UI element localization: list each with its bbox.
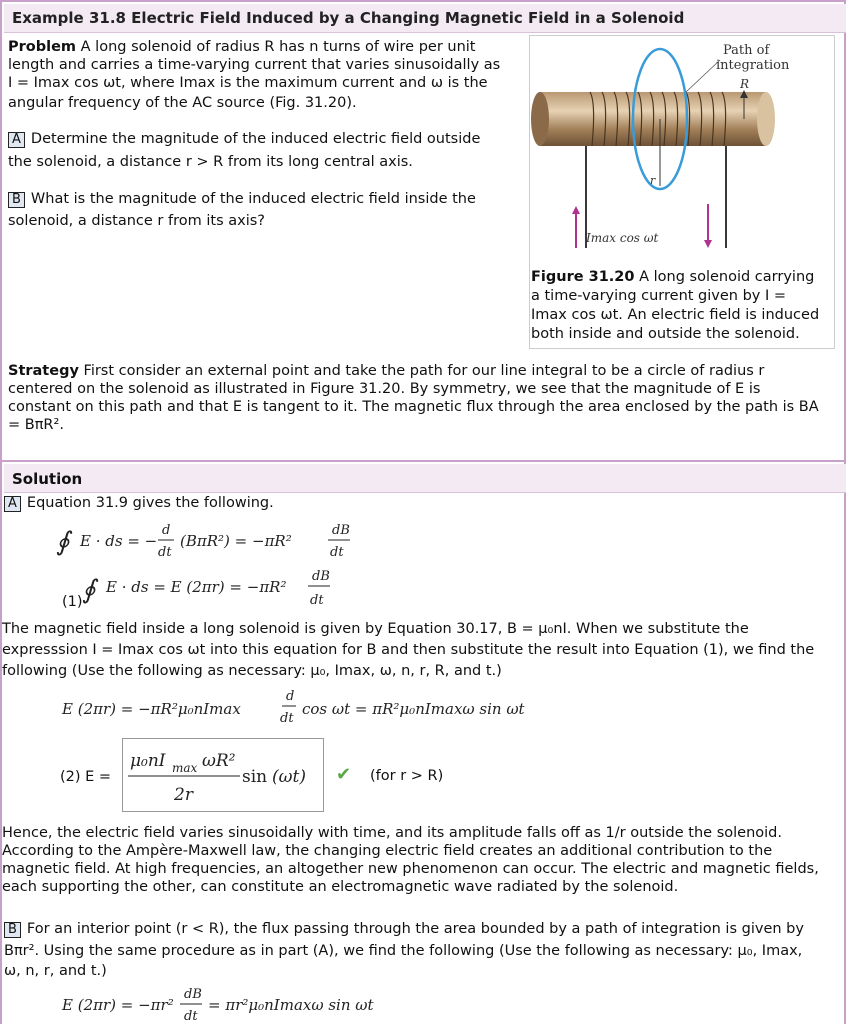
solution-a-tag: A: [4, 496, 21, 512]
svg-text:dt: dt: [158, 545, 172, 560]
r-label: r: [650, 174, 656, 187]
equation-2-prefix: (2) E =: [60, 769, 112, 785]
figure-caption-number: Figure 31.20: [531, 269, 635, 285]
equation-interior: [56, 984, 436, 1024]
solution-b-line-3: ω, n, r, and t.): [4, 963, 107, 979]
solution-para1-line-2: expresssion I = Imax cos ωt into this equation for B and then substitute the result into Equation (1), we find the: [2, 642, 815, 658]
svg-text:E · ds = E (2πr) = −πR²: E · ds = E (2πr) = −πR²: [106, 578, 287, 596]
svg-text:cos ωt = πR²μ₀nImaxω sin ωt: cos ωt = πR²μ₀nImaxω sin ωt: [302, 700, 525, 718]
part-a-tag: A: [8, 132, 25, 148]
current-label: Imax cos ωt: [586, 231, 659, 245]
svg-text:E · ds = −: E · ds = −: [80, 532, 158, 550]
example-title: Example 31.8 Electric Field Induced by a Changing Magnetic Field in a Solenoid: [12, 9, 685, 27]
svg-text:∮: ∮: [82, 575, 96, 605]
strategy-line-1: Strategy First consider an external point and take the path for our line integral to be a circle of radius r: [8, 363, 765, 379]
problem-label: Problem: [8, 39, 77, 55]
problem-line-2: length and carries a time-varying current that varies sinusoidally as: [8, 57, 501, 73]
solenoid-end-right: [757, 92, 775, 146]
part-a-question-2: the solenoid, a distance r > R from its long central axis.: [8, 154, 413, 170]
solution-para2-line-1: Hence, the electric field varies sinusoidally with time, and its amplitude falls off as 1/r outside the solenoid.: [2, 825, 782, 841]
svg-text:(ωt): (ωt): [272, 767, 306, 787]
svg-text:dt: dt: [330, 545, 344, 560]
example-header: [4, 4, 846, 33]
svg-text:ωR²: ωR²: [202, 751, 236, 771]
current-arrow-up-head: [572, 206, 580, 214]
equation-2-condition: (for r > R): [370, 768, 444, 784]
svg-text:2r: 2r: [174, 785, 193, 805]
problem-line-3: I = Imax cos ωt, where Imax is the maximum current and ω is the: [8, 75, 488, 91]
svg-text:μ₀nI: μ₀nI: [130, 751, 166, 771]
svg-text:E (2πr) = −πr²: E (2πr) = −πr²: [62, 996, 174, 1014]
figure-caption: Figure 31.20 A long solenoid carrying a time-varying current given by I = Imax cos ωt. An electric field is induced both inside and outside the solenoid.: [531, 269, 820, 342]
svg-text:= πr²μ₀nImaxω sin ωt: = πr²μ₀nImaxω sin ωt: [208, 996, 374, 1014]
svg-text:max: max: [172, 761, 198, 775]
correct-check-icon: ✔: [336, 764, 352, 785]
equation-substitution: [56, 686, 556, 726]
solution-para2-line-3: magnetic field. At high frequencies, an altogether new phenomenon can occur. The electric and magnetic fields,: [2, 861, 819, 877]
strategy-line-4: = BπR².: [8, 417, 64, 433]
solution-label: Solution: [12, 470, 83, 488]
svg-text:d: d: [286, 689, 295, 704]
solution-para2-line-2: According to the Ampère-Maxwell law, the changing electric field creates an additional contribution to the: [2, 843, 773, 859]
part-b-question: B What is the magnitude of the induced electric field inside the: [8, 190, 476, 209]
svg-text:d: d: [162, 523, 171, 538]
path-label-2: integration: [716, 58, 790, 73]
part-b-tag: B: [8, 192, 25, 208]
answer-expression-eq2: [124, 740, 320, 808]
part-a-question: A Determine the magnitude of the induced electric field outside: [8, 130, 480, 149]
svg-text:dB: dB: [332, 523, 350, 538]
equation-1-number: (1): [62, 594, 83, 610]
solenoid-end-left: [531, 92, 549, 146]
solution-header: [4, 464, 846, 493]
solution-a-intro: A Equation 31.9 gives the following.: [4, 494, 274, 513]
solution-b-line-1: B For an interior point (r < R), the flux passing through the area bounded by a path of integration is given by: [4, 920, 804, 939]
equation-faraday: [50, 516, 370, 612]
strategy-line-2: centered on the solenoid as illustrated in Figure 31.20. By symmetry, we see that the magnitude of E is: [8, 381, 761, 397]
svg-text:E (2πr) = −πR²μ₀nImax: E (2πr) = −πR²μ₀nImax: [62, 700, 241, 718]
solution-para1-line-3: following (Use the following as necessary: μ₀, Imax, ω, n, r, R, and t.): [2, 663, 502, 679]
path-label-1: Path of: [723, 43, 770, 58]
solution-para2-line-4: each supporting the other, can constitute an electromagnetic wave radiated by the solenoid.: [2, 879, 679, 895]
path-label-leader: [686, 60, 720, 92]
strategy-line-3: constant on this path and that E is tangent to it. The magnetic flux through the area enclosed by the path is BA: [8, 399, 819, 415]
svg-text:(BπR²) = −πR²: (BπR²) = −πR²: [180, 532, 292, 550]
svg-text:dt: dt: [310, 593, 324, 608]
part-b-question-2: solenoid, a distance r from its axis?: [8, 213, 265, 229]
problem-line-4: angular frequency of the AC source (Fig. 31.20).: [8, 95, 357, 111]
svg-text:dt: dt: [280, 711, 294, 726]
strategy-label: Strategy: [8, 363, 79, 379]
svg-text:dB: dB: [312, 569, 330, 584]
svg-text:dB: dB: [184, 987, 202, 1002]
solution-b-line-2: Bπr². Using the same procedure as in part (A), we find the following (Use the following as necessary: μ₀, Imax,: [4, 943, 803, 959]
solution-b-tag: B: [4, 922, 21, 938]
svg-text:sin: sin: [242, 767, 268, 787]
solution-para1-line-1: The magnetic field inside a long solenoid is given by Equation 30.17, B = μ₀nI. When we substitute the: [2, 621, 749, 637]
R-label: R: [740, 77, 750, 91]
svg-text:∮: ∮: [56, 527, 70, 557]
svg-text:dt: dt: [184, 1009, 198, 1024]
current-arrow-down-head: [704, 240, 712, 248]
problem-line-1: Problem A long solenoid of radius R has n turns of wire per unit: [8, 39, 476, 55]
